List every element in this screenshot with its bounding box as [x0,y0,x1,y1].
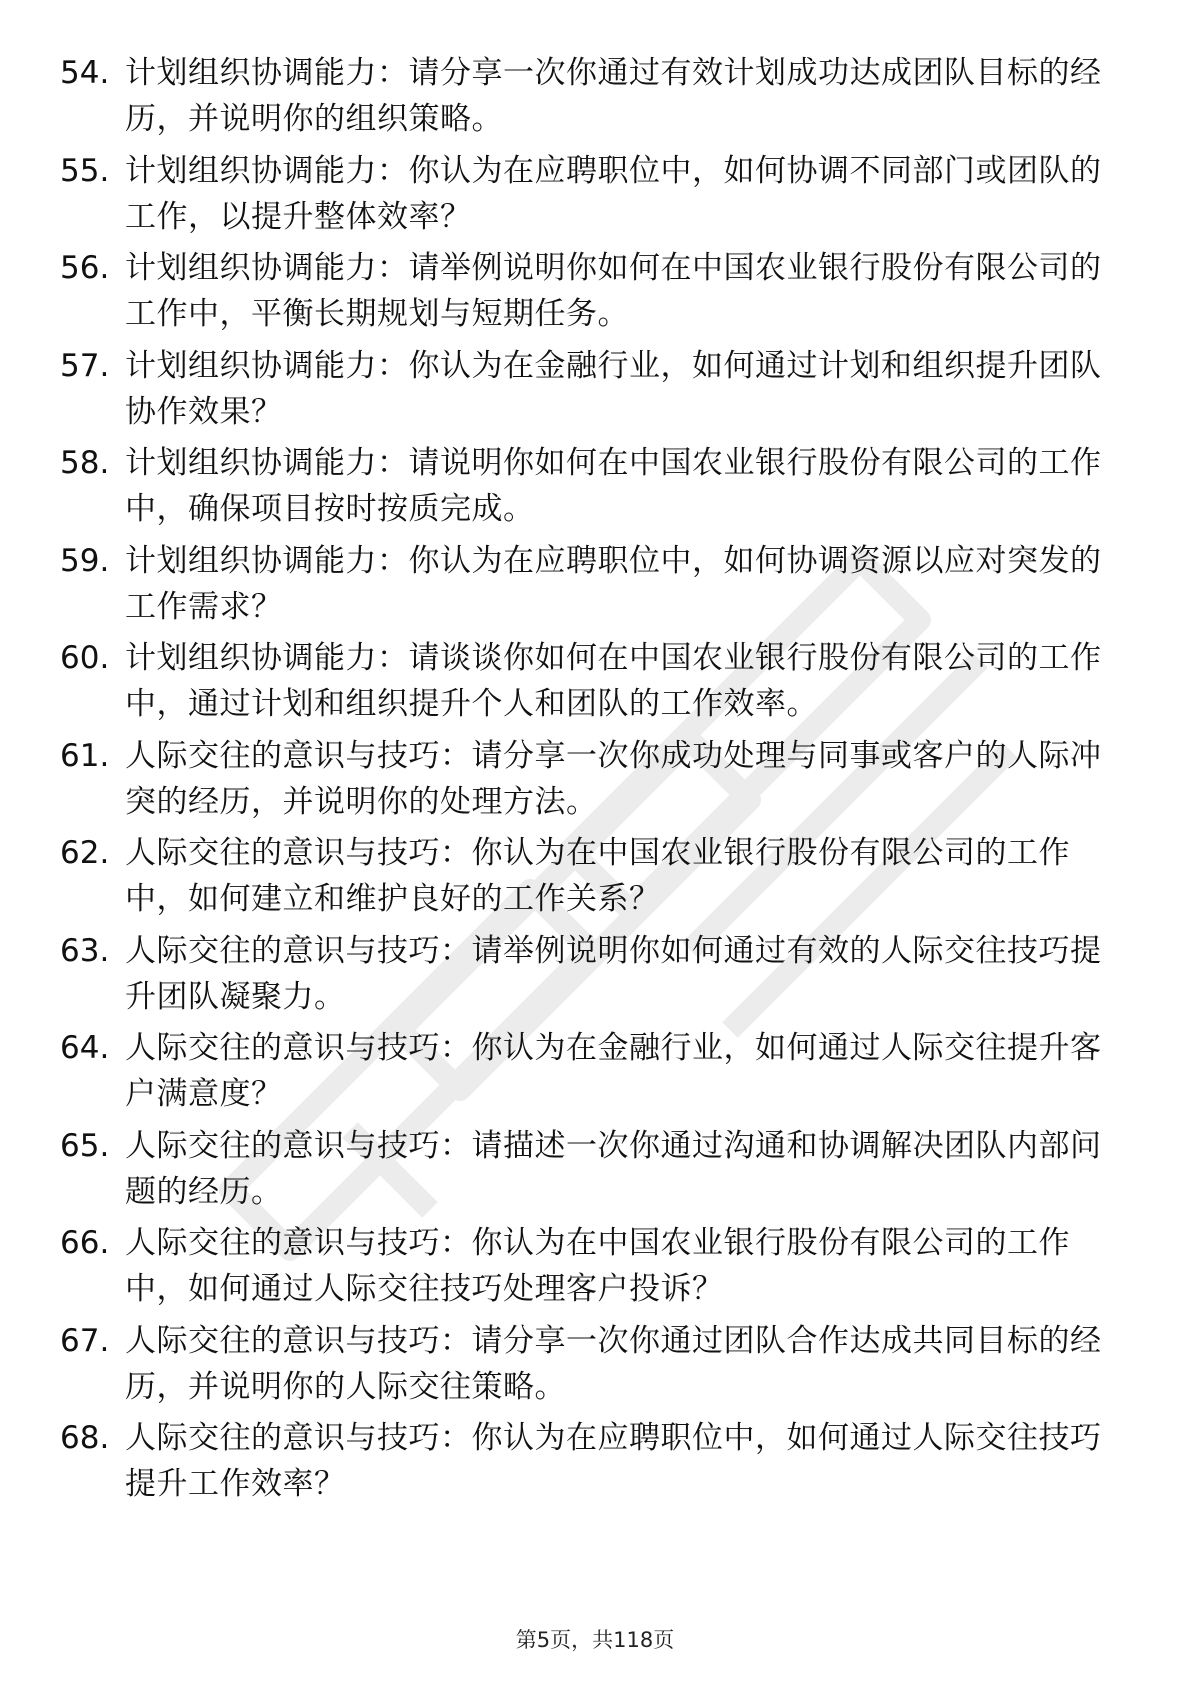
question-number: 59. [60,542,110,579]
question-text: 计划组织协调能力：请谈谈你如何在中国农业银行股份有限公司的工作中，通过计划和组织提升个人和团队的工作效率。 [125,640,1102,722]
question-text: 计划组织协调能力：你认为在金融行业，如何通过计划和组织提升团队协作效果？ [125,347,1102,430]
question-item [60,1415,1130,1513]
question-item [60,440,1130,538]
question-text: 人际交往的意识与技巧：你认为在应聘职位中，如何通过人际交往技巧提升工作效率？ [125,1420,1102,1502]
question-text: 人际交往的意识与技巧：你认为在中国农业银行股份有限公司的工作中，如何建立和维护良好的工作关系？ [125,835,1070,917]
question-number: 60. [60,640,110,676]
question-number: 64. [60,1030,110,1066]
question-text: 人际交往的意识与技巧：请描述一次你通过沟通和协调解决团队内部问题的经历。 [125,1127,1102,1210]
question-number: 55. [60,152,110,189]
question-number: 68. [60,1420,110,1456]
question-number: 62. [60,835,110,871]
question-item [60,1318,1130,1416]
question-text: 人际交往的意识与技巧：请分享一次你通过团队合作达成共同目标的经历，并说明你的人际交往策略。 [125,1322,1102,1405]
question-number: 63. [60,932,110,969]
question-text: 计划组织协调能力：你认为在应聘职位中，如何协调不同部门或团队的工作，以提升整体效率？ [125,152,1102,235]
question-item [60,635,1130,733]
question-number: 56. [60,250,110,286]
question-text: 计划组织协调能力：请分享一次你通过有效计划成功达成团队目标的经历，并说明你的组织策略。 [125,55,1102,137]
question-number: 66. [60,1225,110,1261]
question-text: 人际交往的意识与技巧：你认为在金融行业，如何通过人际交往提升客户满意度？ [125,1030,1102,1112]
question-number: 65. [60,1127,110,1164]
question-number: 57. [60,347,110,384]
question-text: 计划组织协调能力：你认为在应聘职位中，如何协调资源以应对突发的工作需求？ [125,542,1102,625]
question-item [60,148,1130,246]
question-text: 人际交往的意识与技巧：请分享一次你成功处理与同事或客户的人际冲突的经历，并说明你的处理方法。 [125,737,1102,820]
question-number: 61. [60,737,110,774]
question-text: 人际交往的意识与技巧：请举例说明你如何通过有效的人际交往技巧提升团队凝聚力。 [125,932,1102,1015]
question-list [60,50,1130,1513]
page-footer: 第5页，共118页 [515,1628,675,1652]
question-number: 67. [60,1322,110,1359]
question-item [60,1025,1130,1123]
question-item [60,733,1130,831]
question-text: 计划组织协调能力：请举例说明你如何在中国农业银行股份有限公司的工作中，平衡长期规划与短期任务。 [125,250,1102,332]
question-item [60,830,1130,928]
question-item [60,343,1130,441]
question-text: 人际交往的意识与技巧：你认为在中国农业银行股份有限公司的工作中，如何通过人际交往技巧处理客户投诉？ [125,1225,1070,1307]
question-number: 54. [60,55,110,91]
question-item [60,1123,1130,1221]
question-item [60,1220,1130,1318]
question-text: 计划组织协调能力：请说明你如何在中国农业银行股份有限公司的工作中，确保项目按时按质完成。 [125,445,1102,527]
question-item [60,538,1130,636]
question-item [60,928,1130,1026]
question-item [60,50,1130,148]
question-item [60,245,1130,343]
question-number: 58. [60,445,110,481]
